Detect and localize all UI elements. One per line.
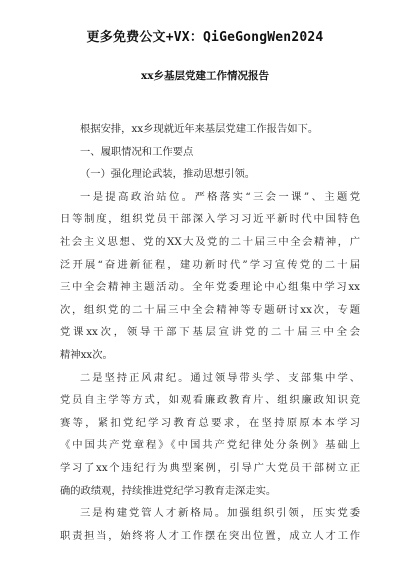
body-line: 赛等，紧扣党纪学习教育总要求，在坚持原原本本学习 <box>60 416 360 429</box>
body-line: 社会主义思想、党的XX大及党的二十届三中全会精神，广 <box>60 235 360 248</box>
body-line: 一是提高政治站位。严格落实“三会一课”、主题党 <box>80 190 360 203</box>
body-line: 根据安排，xx乡现就近年来基层党建工作报告如下。 <box>80 123 319 135</box>
body-line: 《中国共产党章程》《中国共产党纪律处分条例》基础上 <box>60 439 360 452</box>
body-line: 泛开展“奋进新征程，建功新时代”学习宣传党的二十届 <box>60 258 360 271</box>
document-title: xx乡基层党建工作情况报告 <box>140 70 270 82</box>
body-line: 职责担当，始终将人才工作摆在突出位置，成立人才工作 <box>60 529 360 542</box>
body-line: 党员自主学等方式，如观看廉政教育片、组织廉政知识竞 <box>60 394 360 407</box>
body-line: 确的政绩观，持续推进党纪学习教育走深走实。 <box>60 484 277 497</box>
watermark-text: 更多免费公文+VX：QiGeGongWen2024 <box>86 30 324 45</box>
body-line: 二是坚持正风肃纪。通过领导带头学、支部集中学、 <box>80 371 360 384</box>
body-line: 三中全会精神主题活动。全年党委理论中心组集中学习xx <box>60 281 360 294</box>
body-line: 三是构建党管人才新格局。加强组织引领，压实党委 <box>80 507 360 520</box>
subsection-heading: （一）强化理论武装，推动思想引领。 <box>80 168 256 181</box>
document-body <box>60 118 360 547</box>
body-line: 学习了xx个违纪行为典型案例，引导广大党员干部树立正 <box>60 461 360 474</box>
body-line: 次，组织党的二十届三中全会精神等专题研讨xx次，专题 <box>60 303 360 316</box>
body-line: 党课xx次，领导干部下基层宣讲党的二十届三中全会 <box>60 326 360 339</box>
section-heading: 一、履职情况和工作要点 <box>80 145 194 158</box>
body-line: 精神xx次。 <box>60 348 113 361</box>
body-line: 日等制度，组织党员干部深入学习习近平新时代中国特色 <box>60 213 360 226</box>
